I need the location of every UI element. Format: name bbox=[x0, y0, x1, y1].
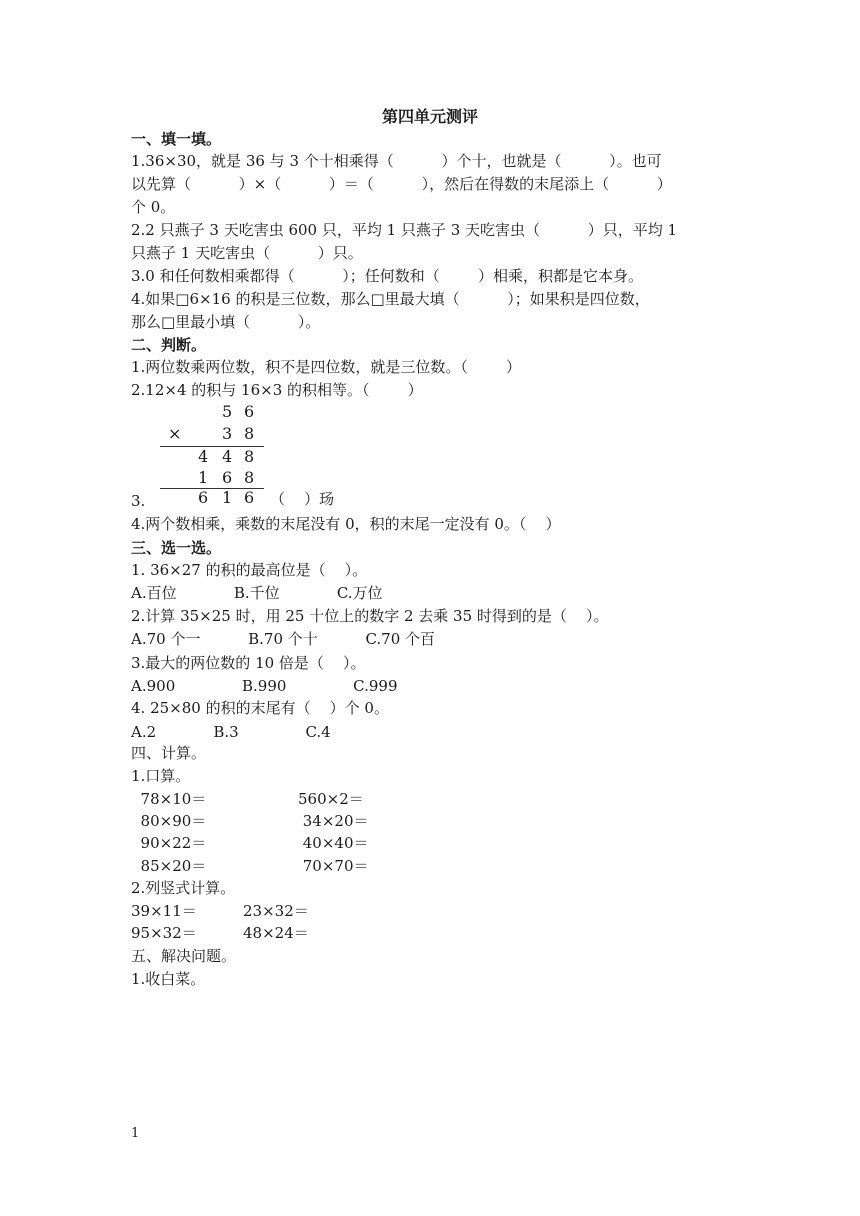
multiply-sign: × bbox=[168, 424, 182, 443]
fill-line: 个 0。 bbox=[131, 198, 176, 216]
calc-digit: 8 bbox=[244, 468, 255, 487]
oral-calc-item: 90×22＝ bbox=[131, 834, 207, 852]
vertical-multiplication bbox=[150, 402, 280, 510]
oral-calc-item: 560×2＝ bbox=[298, 790, 364, 808]
calc-digit: 6 bbox=[198, 488, 209, 507]
oral-calc-item: 80×90＝ bbox=[131, 812, 207, 830]
vertical-calc-label: 2.列竖式计算。 bbox=[131, 879, 236, 897]
vertical-calc-item: 48×24＝ bbox=[243, 924, 309, 942]
page-title: 第四单元测评 bbox=[381, 107, 478, 126]
fill-line: 只燕子 1 天吃害虫（ ）只。 bbox=[131, 244, 363, 262]
fill-line: 4.如果□6×16 的积是三位数，那么□里最大填（ ）；如果积是四位数， bbox=[131, 290, 650, 308]
section-heading-calc: 四、计算。 bbox=[131, 744, 207, 762]
vertical-calc-item: 39×11＝ bbox=[131, 902, 197, 920]
calc-digit: 6 bbox=[244, 402, 255, 421]
calc-digit: 8 bbox=[244, 447, 255, 466]
choice-line: A.900 B.990 C.999 bbox=[131, 677, 398, 695]
calc-digit: 8 bbox=[244, 424, 255, 443]
solve-question-1: 1.收白菜。 bbox=[131, 970, 206, 988]
calc-digit: 1 bbox=[198, 468, 209, 487]
calc-digit: 4 bbox=[198, 447, 209, 466]
choice-line: A.百位 B.千位 C.万位 bbox=[131, 584, 383, 602]
section-heading-solve: 五、解决问题。 bbox=[131, 947, 237, 965]
calc-digit: 6 bbox=[244, 488, 255, 507]
judge-question-3-tail: （ ）玚 bbox=[270, 490, 335, 508]
section-heading-choose: 三、选一选。 bbox=[131, 539, 222, 557]
calc-digit: 3 bbox=[222, 424, 233, 443]
oral-calc-item: 70×70＝ bbox=[298, 857, 369, 875]
oral-calc-label: 1.口算。 bbox=[131, 767, 191, 785]
vertical-calc-item: 23×32＝ bbox=[243, 902, 309, 920]
fill-line: 3.0 和任何数相乘都得（ ）；任何数和（ ）相乘，积都是它本身。 bbox=[131, 267, 643, 285]
judge-question-2: 2.12×4 的积与 16×3 的积相等。（ ） bbox=[131, 381, 423, 399]
choice-line: A.2 B.3 C.4 bbox=[131, 723, 331, 741]
calc-digit: 5 bbox=[222, 402, 233, 421]
judge-question-1: 1.两位数乘两位数，积不是四位数，就是三位数。（ ） bbox=[131, 358, 521, 376]
fill-line: 以先算（ ）×（ ）＝（ ），然后在得数的末尾添上（ ） bbox=[131, 175, 672, 193]
choice-line: A.70 个一 B.70 个十 C.70 个百 bbox=[131, 630, 436, 648]
oral-calc-item: 78×10＝ bbox=[131, 790, 207, 808]
fill-line: 2.2 只燕子 3 天吃害虫 600 只，平均 1 只燕子 3 天吃害虫（ ）只，平均 1 bbox=[131, 221, 678, 239]
section-heading-judge: 二、判断。 bbox=[131, 336, 207, 354]
choice-line: 2.计算 35×25 时，用 25 十位上的数字 2 去乘 35 时得到的是（ ）。 bbox=[131, 607, 609, 625]
judge-question-3-number: 3. bbox=[131, 492, 146, 510]
judge-question-4: 4.两个数相乘，乘数的末尾没有 0，积的末尾一定没有 0。（ ） bbox=[131, 515, 561, 533]
choice-line: 1. 36×27 的积的最高位是（ ）。 bbox=[131, 561, 368, 579]
calc-digit: 4 bbox=[222, 447, 233, 466]
section-heading-fill: 一、填一填。 bbox=[131, 130, 222, 148]
choice-line: 4. 25×80 的积的末尾有（ ）个 0。 bbox=[131, 699, 389, 717]
oral-calc-item: 40×40＝ bbox=[298, 834, 369, 852]
vertical-calc-item: 95×32＝ bbox=[131, 924, 197, 942]
fill-line: 那么□里最小填（ ）。 bbox=[131, 313, 321, 331]
oral-calc-item: 34×20＝ bbox=[298, 812, 369, 830]
page-number: 1 bbox=[131, 1126, 140, 1141]
fill-line: 1.36×30，就是 36 与 3 个十相乘得（ ）个十，也就是（ ）。也可 bbox=[131, 152, 662, 170]
choice-line: 3.最大的两位数的 10 倍是（ ）。 bbox=[131, 654, 366, 672]
calc-digit: 6 bbox=[222, 468, 233, 487]
calc-digit: 1 bbox=[222, 488, 233, 507]
oral-calc-item: 85×20＝ bbox=[131, 857, 207, 875]
